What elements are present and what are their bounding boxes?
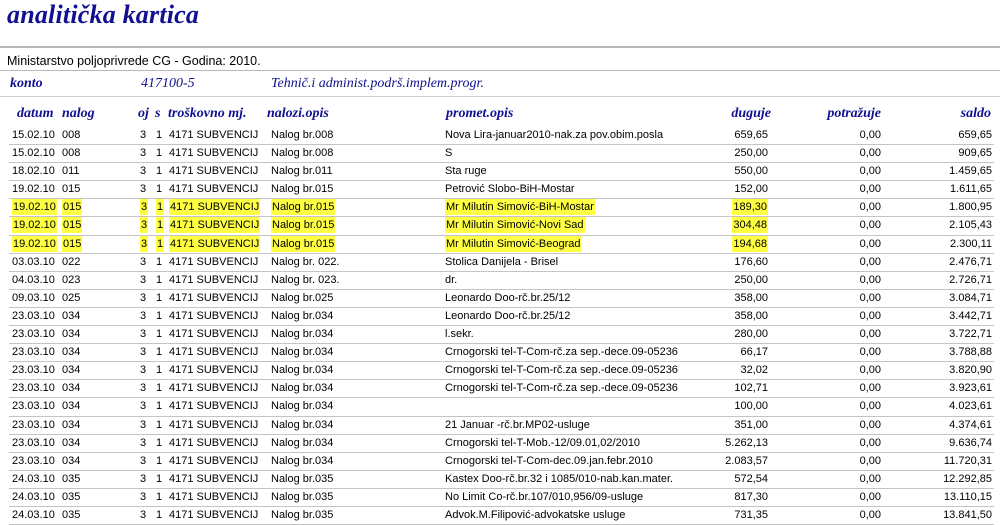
cell-saldo: 4.023,61 bbox=[949, 400, 992, 413]
table-row bbox=[9, 163, 994, 181]
cell-potrazuje: 0,00 bbox=[859, 237, 881, 250]
cell-promet: S bbox=[445, 147, 453, 160]
cell-datum: 19.02.10 bbox=[13, 237, 56, 250]
cell-s: 1 bbox=[156, 328, 163, 341]
cell-nalog: 034 bbox=[62, 454, 81, 467]
cell-datum: 24.03.10 bbox=[12, 472, 55, 485]
cell-saldo: 13.841,50 bbox=[943, 508, 992, 521]
cell-opis: Nalog br.008 bbox=[271, 147, 334, 160]
cell-potrazuje: 0,00 bbox=[859, 472, 881, 485]
table-row bbox=[9, 344, 994, 362]
cell-oj: 3 bbox=[140, 508, 147, 521]
cell-troskovno: 4171 SUBVENCIJ bbox=[169, 309, 259, 322]
cell-s: 1 bbox=[156, 291, 163, 304]
cell-nalog: 015 bbox=[63, 201, 82, 214]
cell-duguje: 2.083,57 bbox=[725, 454, 768, 467]
cell-datum: 19.02.10 bbox=[13, 201, 56, 214]
cell-saldo: 909,65 bbox=[958, 147, 992, 160]
cell-oj: 3 bbox=[141, 219, 148, 232]
cell-opis: Nalog br.035 bbox=[271, 472, 334, 485]
cell-opis: Nalog br.015 bbox=[271, 183, 334, 196]
cell-potrazuje: 0,00 bbox=[859, 346, 881, 359]
cell-saldo: 11.720,31 bbox=[943, 454, 992, 467]
cell-datum: 23.03.10 bbox=[12, 309, 55, 322]
cell-potrazuje: 0,00 bbox=[859, 147, 881, 160]
header-promet: promet.opis bbox=[446, 106, 514, 121]
cell-opis: Nalog br.034 bbox=[271, 328, 334, 341]
cell-oj: 3 bbox=[140, 454, 147, 467]
cell-potrazuje: 0,00 bbox=[859, 165, 881, 178]
cell-s: 1 bbox=[156, 400, 163, 413]
cell-duguje: 358,00 bbox=[734, 291, 768, 304]
cell-duguje: 659,65 bbox=[734, 129, 768, 141]
cell-saldo: 12.292,85 bbox=[943, 472, 992, 485]
cell-s: 1 bbox=[157, 219, 164, 232]
top-divider bbox=[0, 46, 1000, 48]
cell-datum: 24.03.10 bbox=[12, 508, 55, 521]
cell-datum: 23.03.10 bbox=[12, 364, 55, 377]
cell-potrazuje: 0,00 bbox=[859, 508, 881, 521]
cell-opis: Nalog br.034 bbox=[271, 364, 334, 377]
table-row bbox=[9, 489, 994, 507]
cell-promet: Mr Milutin Simović-Beograd bbox=[446, 237, 581, 250]
cell-potrazuje: 0,00 bbox=[859, 309, 881, 322]
cell-s: 1 bbox=[156, 364, 163, 377]
cell-duguje: 280,00 bbox=[734, 328, 768, 341]
cell-saldo: 1.800,95 bbox=[949, 201, 992, 214]
cell-promet: 21 Januar -rč.br.MP02-usluge bbox=[445, 418, 590, 431]
cell-troskovno: 4171 SUBVENCIJ bbox=[169, 400, 259, 413]
cell-promet: Mr Milutin Simović-Novi Sad bbox=[446, 219, 584, 232]
cell-saldo: 659,65 bbox=[958, 129, 992, 141]
cell-nalog: 022 bbox=[62, 255, 81, 268]
table-row bbox=[9, 236, 994, 254]
table-row bbox=[9, 471, 994, 489]
cell-potrazuje: 0,00 bbox=[859, 273, 881, 286]
cell-s: 1 bbox=[156, 309, 163, 322]
cell-oj: 3 bbox=[140, 364, 147, 377]
cell-promet: Leonardo Doo-rč.br.25/12 bbox=[445, 291, 571, 304]
cell-datum: 23.03.10 bbox=[12, 382, 55, 395]
cell-nalog: 011 bbox=[62, 165, 80, 178]
header-oj: oj bbox=[138, 106, 149, 121]
cell-s: 1 bbox=[157, 201, 164, 214]
cell-promet: Kastex Doo-rč.br.32 i 1085/010-nab.kan.mater. bbox=[445, 472, 674, 485]
cell-potrazuje: 0,00 bbox=[859, 490, 881, 503]
cell-potrazuje: 0,00 bbox=[859, 328, 881, 341]
cell-opis: Nalog br.034 bbox=[271, 418, 334, 431]
cell-duguje: 66,17 bbox=[740, 346, 768, 359]
cell-opis: Nalog br.034 bbox=[271, 400, 334, 413]
cell-duguje: 550,00 bbox=[734, 165, 768, 178]
cell-duguje: 194,68 bbox=[733, 237, 767, 250]
cell-troskovno: 4171 SUBVENCIJ bbox=[169, 346, 259, 359]
cell-s: 1 bbox=[156, 183, 163, 196]
cell-nalog: 008 bbox=[62, 129, 81, 141]
cell-potrazuje: 0,00 bbox=[859, 382, 881, 395]
cell-oj: 3 bbox=[140, 346, 147, 359]
cell-nalog: 034 bbox=[62, 382, 81, 395]
cell-oj: 3 bbox=[141, 237, 148, 250]
cell-s: 1 bbox=[156, 165, 163, 178]
cell-nalog: 034 bbox=[62, 400, 81, 413]
cell-duguje: 5.262,13 bbox=[725, 436, 768, 449]
cell-duguje: 32,02 bbox=[740, 364, 768, 377]
cell-datum: 23.03.10 bbox=[12, 454, 55, 467]
cell-saldo: 3.820,90 bbox=[949, 364, 992, 377]
cell-troskovno: 4171 SUBVENCIJ bbox=[169, 147, 259, 160]
cell-saldo: 2.726,71 bbox=[949, 273, 992, 286]
cell-duguje: 572,54 bbox=[734, 472, 768, 485]
cell-saldo: 3.923,61 bbox=[949, 382, 992, 395]
table-row bbox=[9, 254, 994, 272]
table-row bbox=[9, 145, 994, 163]
table-row bbox=[9, 127, 994, 145]
cell-saldo: 9.636,74 bbox=[949, 436, 992, 449]
cell-troskovno: 4171 SUBVENCIJ bbox=[169, 291, 259, 304]
cell-promet: Sta ruge bbox=[445, 165, 487, 178]
cell-datum: 15.02.10 bbox=[12, 147, 55, 160]
cell-saldo: 4.374,61 bbox=[949, 418, 992, 431]
cell-troskovno: 4171 SUBVENCIJ bbox=[170, 219, 260, 232]
cell-troskovno: 4171 SUBVENCIJ bbox=[169, 273, 259, 286]
cell-datum: 23.03.10 bbox=[12, 436, 55, 449]
cell-opis: Nalog br.034 bbox=[271, 382, 334, 395]
cell-nalog: 035 bbox=[62, 508, 81, 521]
table-row bbox=[9, 199, 994, 217]
cell-nalog: 015 bbox=[63, 237, 82, 250]
table-row bbox=[9, 326, 994, 344]
cell-opis: Nalog br.015 bbox=[272, 201, 335, 214]
cell-promet: Crnogorski tel-T-Com-dec.09.jan.febr.2010 bbox=[445, 454, 653, 467]
cell-oj: 3 bbox=[140, 418, 147, 431]
header-datum: datum bbox=[17, 106, 54, 121]
cell-oj: 3 bbox=[141, 201, 148, 214]
cell-nalog: 034 bbox=[62, 436, 81, 449]
cell-opis: Nalog br. 022. bbox=[271, 255, 340, 268]
cell-oj: 3 bbox=[140, 129, 147, 141]
cell-nalog: 023 bbox=[62, 273, 81, 286]
cell-opis: Nalog br.011 bbox=[271, 165, 333, 178]
cell-opis: Nalog br.015 bbox=[272, 219, 335, 232]
cell-troskovno: 4171 SUBVENCIJ bbox=[169, 382, 259, 395]
cell-potrazuje: 0,00 bbox=[859, 219, 881, 232]
cell-troskovno: 4171 SUBVENCIJ bbox=[169, 364, 259, 377]
cell-opis: Nalog br.034 bbox=[271, 454, 334, 467]
cell-promet: Crnogorski tel-T-Com-rč.za sep.-dece.09-05236 bbox=[445, 346, 678, 359]
konto-description: Tehnič.i administ.podrš.implem.progr. bbox=[271, 76, 484, 91]
cell-opis: Nalog br.035 bbox=[271, 508, 334, 521]
cell-troskovno: 4171 SUBVENCIJ bbox=[169, 129, 259, 141]
cell-oj: 3 bbox=[140, 400, 147, 413]
cell-troskovno: 4171 SUBVENCIJ bbox=[169, 418, 259, 431]
cell-duguje: 358,00 bbox=[734, 309, 768, 322]
cell-datum: 19.02.10 bbox=[13, 219, 56, 232]
cell-troskovno: 4171 SUBVENCIJ bbox=[169, 490, 259, 503]
table-row bbox=[9, 417, 994, 435]
cell-nalog: 034 bbox=[62, 346, 81, 359]
cell-troskovno: 4171 SUBVENCIJ bbox=[169, 328, 259, 341]
cell-duguje: 731,35 bbox=[734, 508, 768, 521]
cell-potrazuje: 0,00 bbox=[859, 255, 881, 268]
cell-oj: 3 bbox=[140, 309, 147, 322]
cell-nalog: 008 bbox=[62, 147, 81, 160]
table-row bbox=[9, 181, 994, 199]
cell-nalog: 015 bbox=[63, 219, 82, 232]
cell-s: 1 bbox=[157, 237, 164, 250]
cell-troskovno: 4171 SUBVENCIJ bbox=[169, 183, 259, 196]
konto-row bbox=[0, 73, 1000, 95]
cell-duguje: 176,60 bbox=[734, 255, 768, 268]
cell-promet: l.sekr. bbox=[445, 328, 474, 341]
cell-oj: 3 bbox=[140, 165, 147, 178]
cell-s: 1 bbox=[156, 255, 163, 268]
cell-s: 1 bbox=[156, 490, 163, 503]
cell-promet: Crnogorski tel-T-Com-rč.za sep.-dece.09-05236 bbox=[445, 382, 678, 395]
cell-nalog: 035 bbox=[62, 472, 81, 485]
cell-datum: 15.02.10 bbox=[12, 129, 55, 141]
cell-oj: 3 bbox=[140, 273, 147, 286]
cell-saldo: 3.788,88 bbox=[949, 346, 992, 359]
cell-oj: 3 bbox=[140, 183, 147, 196]
cell-duguje: 304,48 bbox=[733, 219, 767, 232]
cell-nalog: 035 bbox=[62, 490, 81, 503]
table-row bbox=[9, 290, 994, 308]
table-row bbox=[9, 217, 994, 235]
header-opis: nalozi.opis bbox=[267, 106, 329, 121]
cell-troskovno: 4171 SUBVENCIJ bbox=[170, 237, 260, 250]
cell-saldo: 1.611,65 bbox=[949, 183, 992, 196]
cell-saldo: 2.105,43 bbox=[949, 219, 992, 232]
cell-datum: 24.03.10 bbox=[12, 490, 55, 503]
konto-divider bbox=[0, 96, 1000, 97]
cell-troskovno: 4171 SUBVENCIJ bbox=[169, 472, 259, 485]
cell-troskovno: 4171 SUBVENCIJ bbox=[170, 201, 260, 214]
cell-duguje: 817,30 bbox=[734, 490, 768, 503]
cell-troskovno: 4171 SUBVENCIJ bbox=[169, 165, 259, 178]
cell-duguje: 152,00 bbox=[734, 183, 768, 196]
cell-s: 1 bbox=[156, 454, 163, 467]
cell-potrazuje: 0,00 bbox=[859, 436, 881, 449]
cell-opis: Nalog br. 023. bbox=[271, 273, 340, 286]
cell-oj: 3 bbox=[140, 291, 147, 304]
ministry-header: Ministarstvo poljoprivrede CG - Godina: 2010. bbox=[7, 54, 261, 68]
cell-oj: 3 bbox=[140, 490, 147, 503]
cell-s: 1 bbox=[156, 346, 163, 359]
cell-troskovno: 4171 SUBVENCIJ bbox=[169, 255, 259, 268]
cell-datum: 23.03.10 bbox=[12, 418, 55, 431]
transactions-table bbox=[9, 127, 994, 525]
cell-nalog: 034 bbox=[62, 328, 81, 341]
mid-divider bbox=[0, 70, 1000, 71]
cell-nalog: 015 bbox=[62, 183, 81, 196]
cell-promet: Crnogorski tel-T-Mob.-12/09.01,02/2010 bbox=[445, 436, 641, 449]
cell-oj: 3 bbox=[140, 472, 147, 485]
cell-potrazuje: 0,00 bbox=[859, 418, 881, 431]
cell-duguje: 100,00 bbox=[734, 400, 768, 413]
cell-troskovno: 4171 SUBVENCIJ bbox=[169, 436, 259, 449]
cell-s: 1 bbox=[156, 508, 163, 521]
cell-troskovno: 4171 SUBVENCIJ bbox=[169, 508, 259, 521]
table-header bbox=[0, 106, 1000, 124]
cell-saldo: 3.722,71 bbox=[949, 328, 992, 341]
cell-troskovno: 4171 SUBVENCIJ bbox=[169, 454, 259, 467]
cell-duguje: 250,00 bbox=[734, 273, 768, 286]
cell-opis: Nalog br.034 bbox=[271, 436, 334, 449]
cell-oj: 3 bbox=[140, 382, 147, 395]
table-row bbox=[9, 272, 994, 290]
cell-promet: Nova Lira-januar2010-nak.za pov.obim.posla bbox=[445, 129, 664, 141]
cell-datum: 23.03.10 bbox=[12, 328, 55, 341]
cell-datum: 03.03.10 bbox=[12, 255, 55, 268]
cell-s: 1 bbox=[156, 382, 163, 395]
header-saldo: saldo bbox=[960, 106, 991, 121]
cell-opis: Nalog br.008 bbox=[271, 129, 334, 141]
header-duguje: duguje bbox=[731, 106, 771, 121]
cell-datum: 04.03.10 bbox=[12, 273, 55, 286]
cell-datum: 23.03.10 bbox=[12, 400, 55, 413]
cell-saldo: 3.084,71 bbox=[949, 291, 992, 304]
cell-promet: Petrović Slobo-BiH-Mostar bbox=[445, 183, 575, 196]
cell-potrazuje: 0,00 bbox=[859, 364, 881, 377]
cell-promet: Leonardo Doo-rč.br.25/12 bbox=[445, 309, 571, 322]
cell-datum: 23.03.10 bbox=[12, 346, 55, 359]
cell-potrazuje: 0,00 bbox=[859, 201, 881, 214]
cell-saldo: 13.110,15 bbox=[943, 490, 992, 503]
header-potrazuje: potražuje bbox=[827, 106, 881, 121]
cell-duguje: 102,71 bbox=[734, 382, 768, 395]
cell-saldo: 3.442,71 bbox=[949, 309, 992, 322]
cell-promet: Advok.M.Filipović-advokatske usluge bbox=[445, 508, 626, 521]
table-row bbox=[9, 507, 994, 525]
cell-potrazuje: 0,00 bbox=[859, 291, 881, 304]
cell-s: 1 bbox=[156, 472, 163, 485]
cell-potrazuje: 0,00 bbox=[859, 183, 881, 196]
cell-potrazuje: 0,00 bbox=[859, 454, 881, 467]
cell-promet: Crnogorski tel-T-Com-rč.za sep.-dece.09-05236 bbox=[445, 364, 678, 377]
cell-promet: Stolica Danijela - Brisel bbox=[445, 255, 559, 268]
cell-promet: dr. bbox=[445, 273, 458, 286]
cell-datum: 19.02.10 bbox=[12, 183, 55, 196]
cell-opis: Nalog br.035 bbox=[271, 490, 334, 503]
cell-s: 1 bbox=[156, 436, 163, 449]
cell-oj: 3 bbox=[140, 147, 147, 160]
konto-label: konto bbox=[10, 76, 43, 91]
cell-opis: Nalog br.025 bbox=[271, 291, 334, 304]
table-row bbox=[9, 453, 994, 471]
cell-duguje: 250,00 bbox=[734, 147, 768, 160]
table-row bbox=[9, 308, 994, 326]
document-title: analitička kartica bbox=[7, 0, 200, 29]
cell-saldo: 1.459,65 bbox=[949, 165, 992, 178]
header-troskovno: troškovno mj. bbox=[168, 106, 247, 121]
cell-s: 1 bbox=[156, 418, 163, 431]
header-nalog: nalog bbox=[62, 106, 95, 121]
cell-nalog: 034 bbox=[62, 418, 81, 431]
header-s: s bbox=[155, 106, 161, 121]
cell-s: 1 bbox=[156, 147, 163, 160]
cell-nalog: 025 bbox=[62, 291, 81, 304]
cell-saldo: 2.476,71 bbox=[949, 255, 992, 268]
cell-opis: Nalog br.034 bbox=[271, 309, 334, 322]
cell-promet: No Limit Co-rč.br.107/010,956/09-usluge bbox=[445, 490, 644, 503]
cell-potrazuje: 0,00 bbox=[859, 400, 881, 413]
cell-oj: 3 bbox=[140, 255, 147, 268]
cell-promet: Mr Milutin Simović-BiH-Mostar bbox=[446, 201, 594, 214]
cell-duguje: 351,00 bbox=[734, 418, 768, 431]
table-row bbox=[9, 362, 994, 380]
cell-datum: 09.03.10 bbox=[12, 291, 55, 304]
cell-nalog: 034 bbox=[62, 309, 81, 322]
cell-s: 1 bbox=[156, 129, 163, 141]
cell-duguje: 189,30 bbox=[733, 201, 767, 214]
cell-saldo: 2.300,11 bbox=[949, 237, 992, 250]
cell-opis: Nalog br.015 bbox=[272, 237, 335, 250]
table-row bbox=[9, 435, 994, 453]
cell-oj: 3 bbox=[140, 328, 147, 341]
cell-datum: 18.02.10 bbox=[12, 165, 55, 178]
table-row bbox=[9, 398, 994, 416]
cell-oj: 3 bbox=[140, 436, 147, 449]
cell-potrazuje: 0,00 bbox=[859, 129, 881, 141]
cell-s: 1 bbox=[156, 273, 163, 286]
cell-nalog: 034 bbox=[62, 364, 81, 377]
cell-opis: Nalog br.034 bbox=[271, 346, 334, 359]
konto-number: 417100-5 bbox=[141, 76, 195, 91]
table-row bbox=[9, 380, 994, 398]
